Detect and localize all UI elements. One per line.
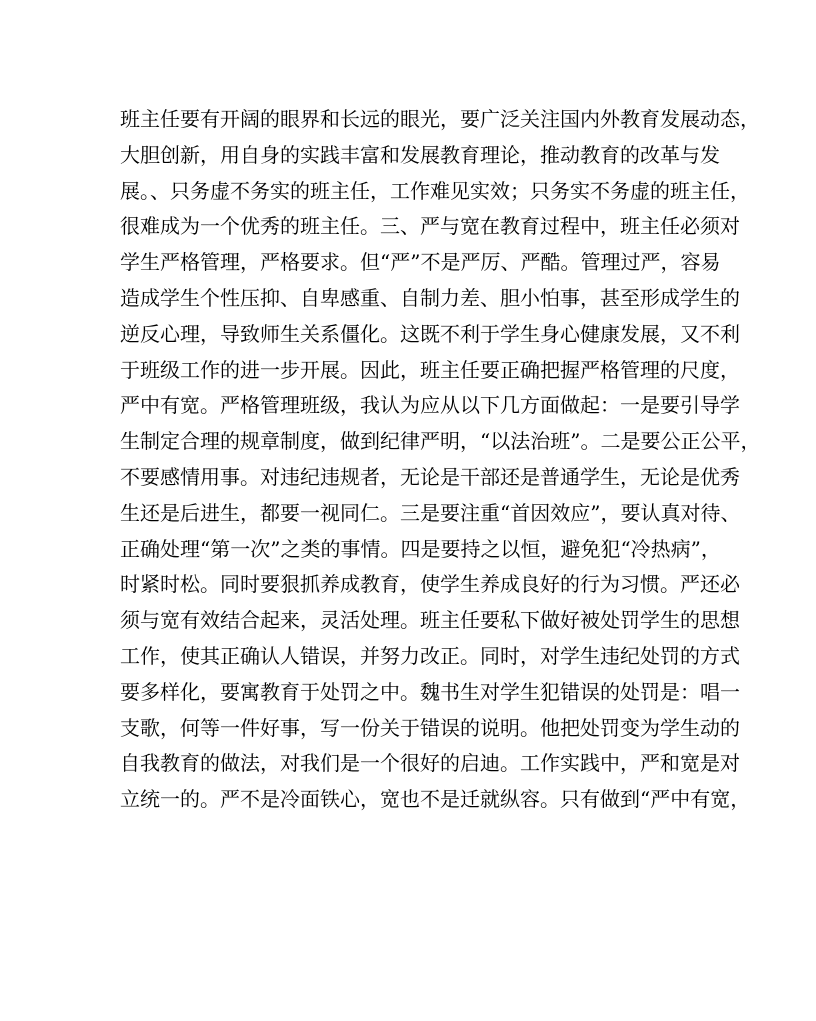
text-line: 班主任要有开阔的眼界和长远的眼光，要广泛关注国内外教育发展动态， — [120, 107, 760, 131]
text-line: 展。、只务虚不务实的班主任，工作难见实效；只务实不务虚的班主任， — [120, 178, 750, 203]
text-line: 生制定合理的规章制度，做到纪律严明，“以法治班”。二是要公正公平， — [120, 429, 761, 454]
text-line: 造成学生个性压抑、自卑感重、自制力差、胆小怕事，甚至形成学生的 — [120, 285, 740, 310]
text-line: 自我教育的做法，对我们是一个很好的启迪。工作实践中，严和宽是对 — [120, 751, 740, 776]
text-line: 严中有宽。严格管理班级，我认为应从以下几方面做起：一是要引导学 — [120, 393, 740, 418]
text-line: 正确处理“第一次”之类的事情。四是要持之以恒，避免犯“冷热病”， — [120, 536, 721, 561]
text-line: 立统一的。严不是冷面铁心，宽也不是迁就纵容。只有做到“严中有宽， — [120, 787, 751, 812]
text-line: 大胆创新，用自身的实践丰富和发展教育理论，推动教育的改革与发 — [120, 142, 720, 167]
text-line: 支歌，何等一件好事，写一份关于错误的说明。他把处罚变为学生动的 — [120, 715, 740, 740]
text-line: 须与宽有效结合起来，灵活处理。班主任要私下做好被处罚学生的思想 — [120, 608, 740, 633]
text-line: 逆反心理，导致师生关系僵化。这既不利于学生身心健康发展，又不利 — [120, 321, 740, 346]
text-line: 很难成为一个优秀的班主任。三、严与宽在教育过程中，班主任必须对 — [120, 214, 740, 239]
text-line: 工作，使其正确认人错误，并努力改正。同时，对学生违纪处罚的方式 — [120, 643, 740, 668]
text-line: 学生严格管理，严格要求。但“严”不是严厉、严酷。管理过严，容易 — [120, 250, 721, 275]
text-line: 不要感情用事。对违纪违规者，无论是干部还是普通学生，无论是优秀 — [120, 464, 740, 489]
body-text — [120, 102, 761, 818]
text-line: 生还是后进生，都要一视同仁。三是要注重“首因效应”，要认真对待、 — [120, 500, 741, 525]
text-line: 要多样化，要寓教育于处罚之中。魏书生对学生犯错误的处罚是：唱一 — [120, 679, 740, 704]
text-line: 时紧时松。同时要狠抓养成教育，使学生养成良好的行为习惯。严还必 — [120, 572, 740, 597]
text-line: 于班级工作的进一步开展。因此，班主任要正确把握严格管理的尺度， — [120, 357, 740, 382]
